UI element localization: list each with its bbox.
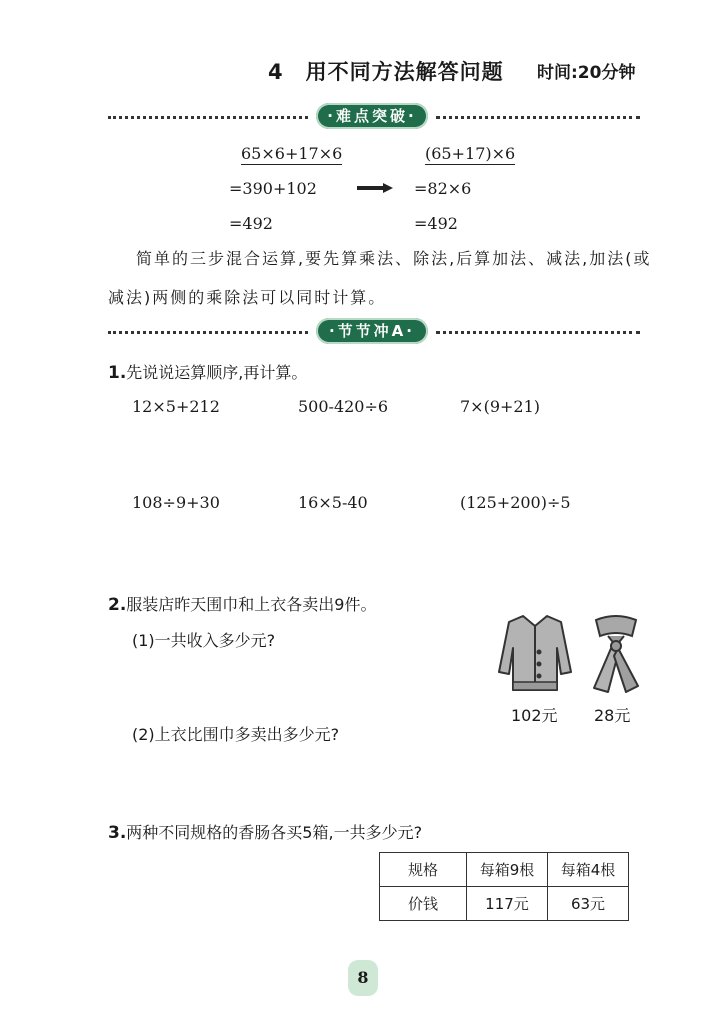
sausage-spec-table [379,852,629,921]
cardigan-icon [495,612,575,696]
table-cell: 价钱 [380,887,467,921]
scarf-icon [586,614,646,694]
question-number: 3. [108,823,127,843]
table-cell: 每箱4根 [548,853,629,887]
dotted-line-right [436,331,640,334]
question-1 [108,360,307,383]
section-label-practice: ·节节冲A· [316,318,428,344]
table-cell: 117元 [467,887,548,921]
expression-4: 108÷9+30 [132,493,220,512]
section-divider-practice [108,318,640,346]
table-row [380,887,629,921]
expression-5: 16×5-40 [298,493,368,512]
left-step-1: 65×6+17×6 [241,144,343,163]
expression-1: 12×5+212 [132,397,220,416]
question-number: 1. [108,363,127,383]
dotted-line-right [436,116,640,119]
explanation-line-1: 简单的三步混合运算,要先算乘法、除法,后算加法、减法,加法(或 [136,249,652,268]
arrow-right-icon [357,183,393,193]
section-label-difficulty: ·难点突破· [316,103,428,129]
section-divider-difficulty [108,103,640,131]
coat-price: 102元 [511,706,558,725]
expression-3: 7×(9+21) [460,397,541,416]
table-cell: 规格 [380,853,467,887]
right-step-3: =492 [414,214,458,233]
right-step-1: (65+17)×6 [425,144,516,163]
question-text: 服装店昨天围巾和上衣各卖出9件。 [126,595,377,614]
expression-6: (125+200)÷5 [460,493,571,512]
question-text: 两种不同规格的香肠各买5箱,一共多少元? [126,823,423,842]
question-2 [108,592,376,615]
dotted-line-left [108,116,308,119]
question-text: 先说说运算顺序,再计算。 [126,363,308,382]
page-title: 4 用不同方法解答问题 [268,60,504,84]
page-number: 8 [348,960,378,996]
left-step-3: =492 [229,214,273,233]
scarf-price: 28元 [594,706,631,725]
dotted-line-left [108,331,308,334]
question-number: 2. [108,595,127,615]
question-2-sub-2: (2)上衣比围巾多卖出多少元? [132,725,340,744]
question-2-sub-1: (1)一共收入多少元? [132,631,276,650]
left-step-2: =390+102 [229,179,317,198]
table-row [380,853,629,887]
explanation-line-2: 减法)两侧的乘除法可以同时计算。 [108,288,387,307]
table-cell: 63元 [548,887,629,921]
question-3 [108,820,422,843]
expression-2: 500-420÷6 [298,397,389,416]
time-limit: 时间:20分钟 [537,63,636,83]
table-cell: 每箱9根 [467,853,548,887]
right-step-2: =82×6 [414,179,472,198]
